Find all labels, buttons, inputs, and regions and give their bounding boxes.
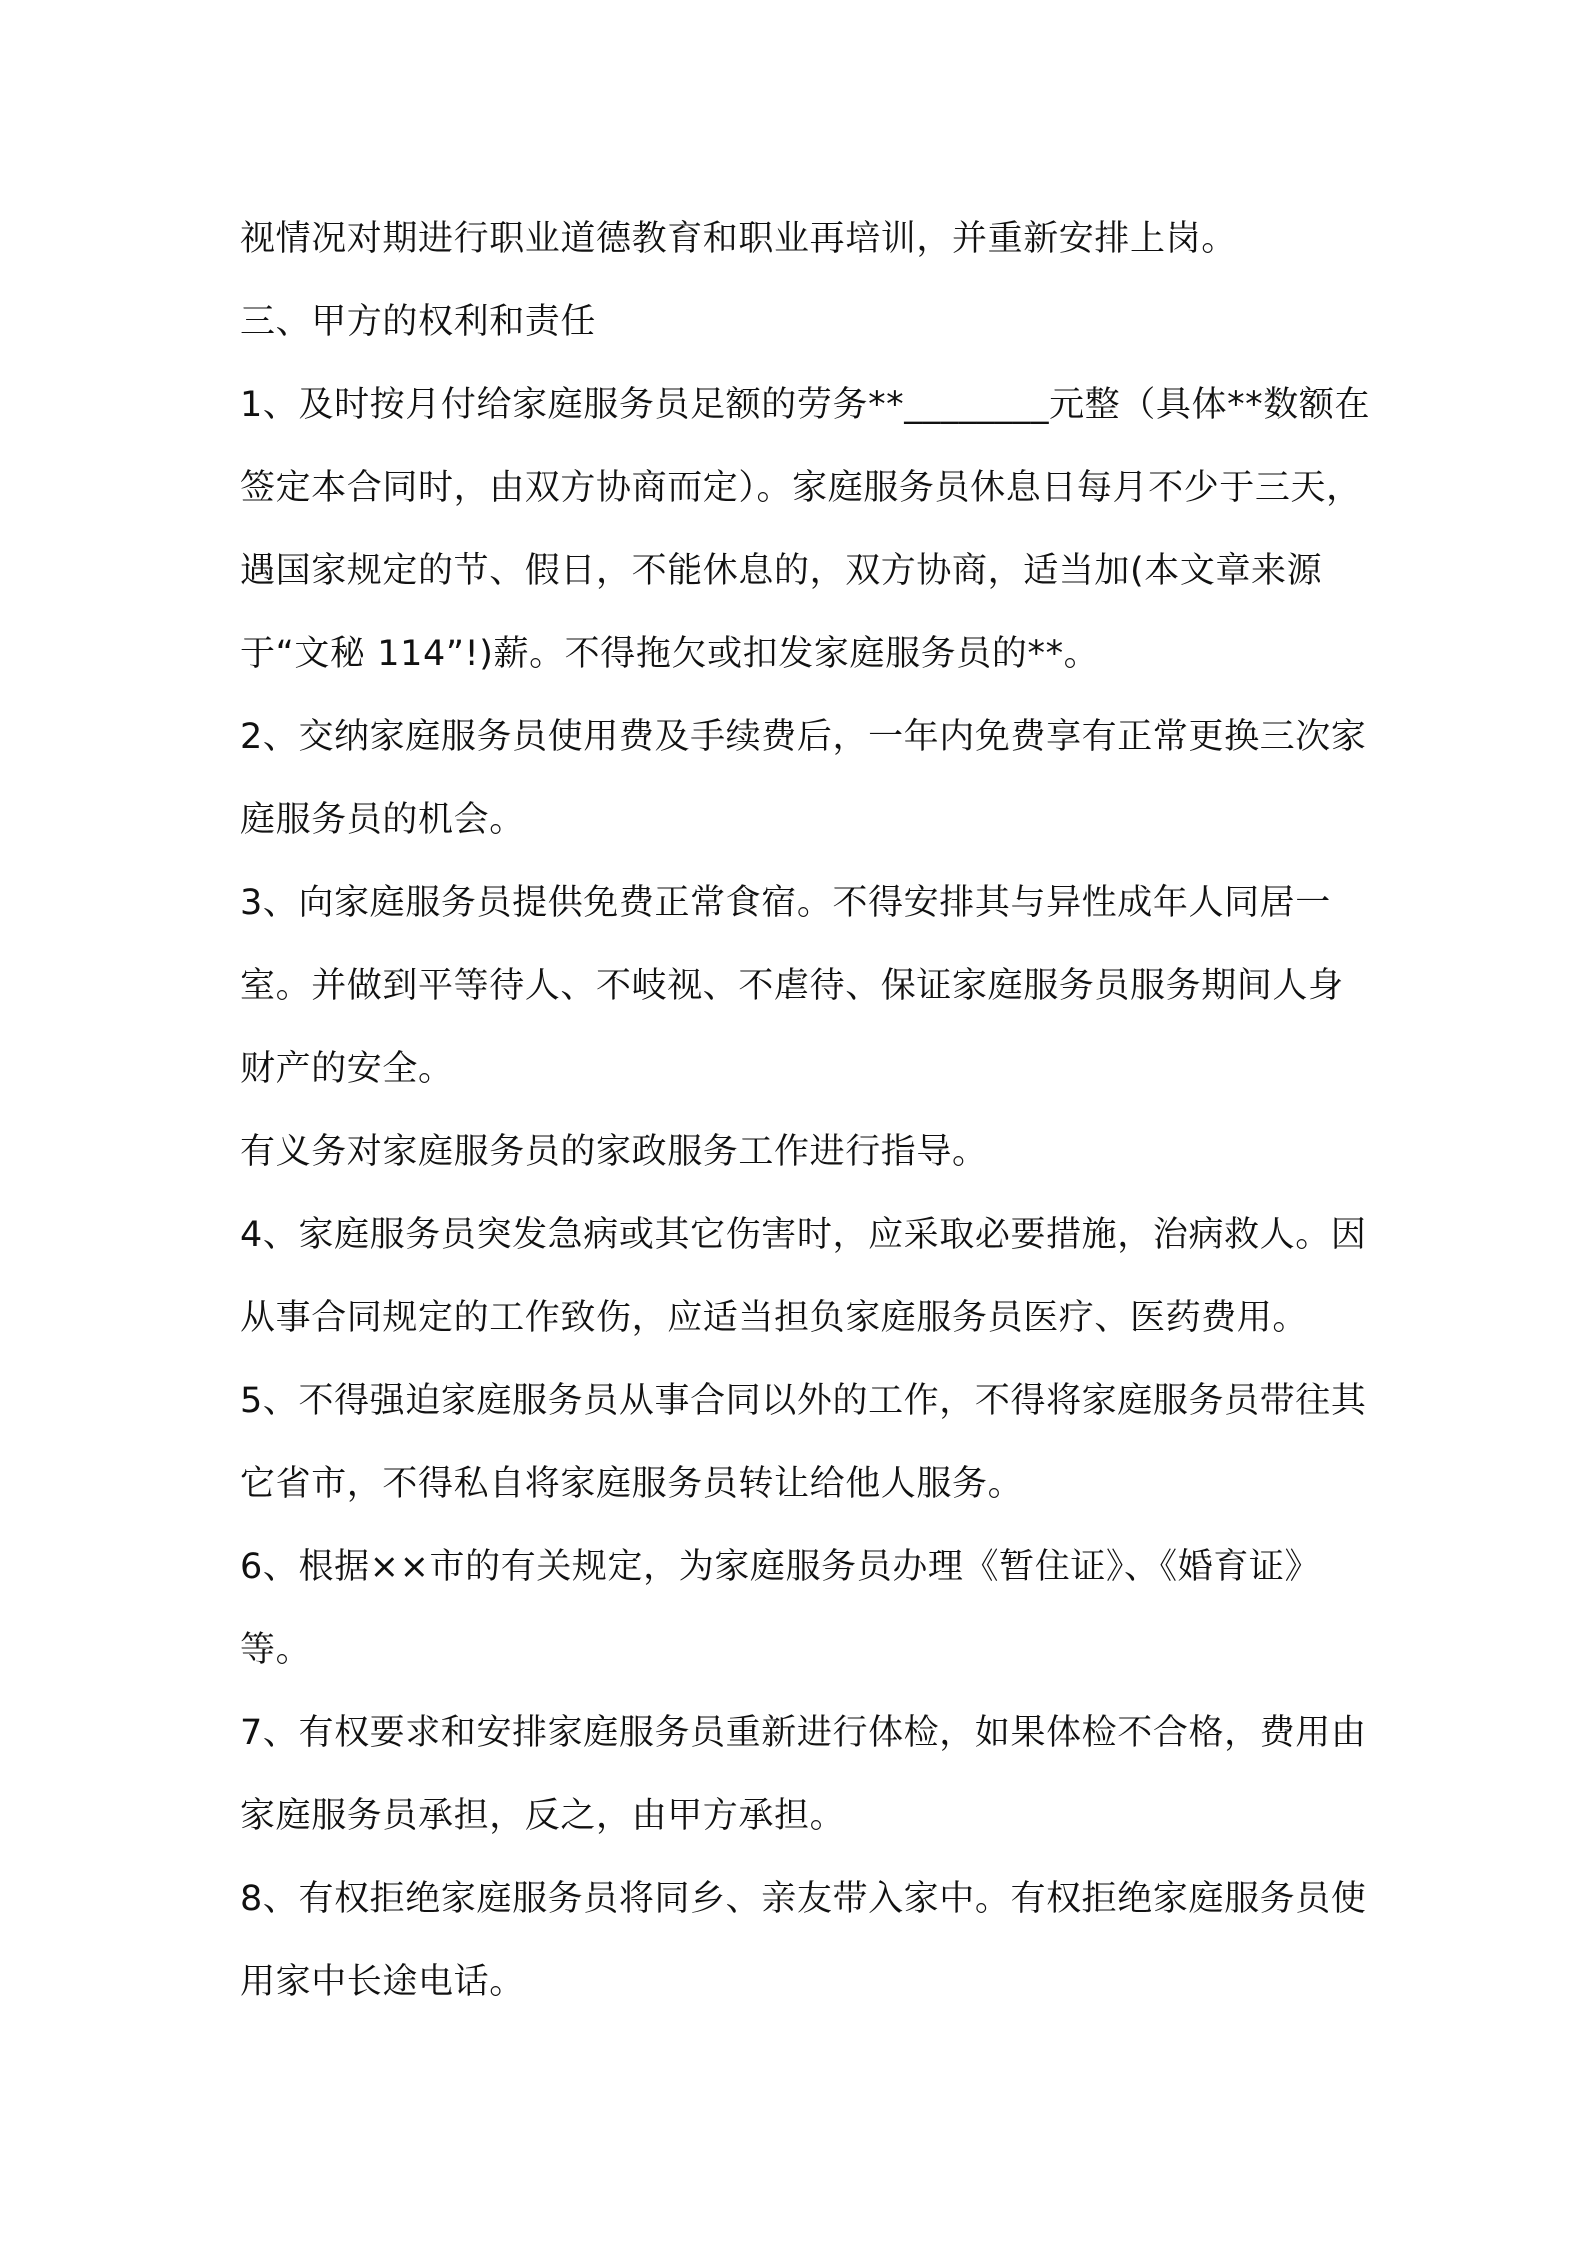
clause-7: 7、有权要求和安排家庭服务员重新进行体检，如果体检不合格，费用由家庭服务员承担，反之，由甲方承担。	[240, 1713, 1367, 1836]
clause-3-note: 有义务对家庭服务员的家政服务工作进行指导。	[240, 1132, 988, 1172]
clause-1: 1、及时按月付给家庭服务员足额的劳务**________元整（具体**数额在签定本合同时，由双方协商而定）。家庭服务员休息日每月不少于三天，遇国家规定的节、假日，不能休息的，双方协商，适当加(本文章来源于“文秘 114”!)薪。不得拖欠或扣发家庭服务员的**。	[240, 385, 1371, 674]
document-body	[240, 198, 1375, 2024]
clause-2: 2、交纳家庭服务员使用费及手续费后，一年内免费享有正常更换三次家庭服务员的机会。	[240, 717, 1367, 840]
clause-3: 3、向家庭服务员提供免费正常食宿。不得安排其与异性成年人同居一室。并做到平等待人、不岐视、不虐待、保证家庭服务员服务期间人身财产的安全。	[240, 883, 1344, 1089]
clause-6: 6、根据××市的有关规定，为家庭服务员办理《暂住证》、《婚育证》等。	[240, 1547, 1321, 1670]
section-heading: 三、甲方的权利和责任	[240, 302, 597, 342]
clause-8: 8、有权拒绝家庭服务员将同乡、亲友带入家中。有权拒绝家庭服务员使用家中长途电话。	[240, 1879, 1367, 2002]
paragraph-continuation: 视情况对期进行职业道德教育和职业再培训，并重新安排上岗。	[240, 219, 1237, 259]
clause-5: 5、不得强迫家庭服务员从事合同以外的工作，不得将家庭服务员带往其它省市，不得私自将家庭服务员转让给他人服务。	[240, 1381, 1367, 1504]
clause-4: 4、家庭服务员突发急病或其它伤害时，应采取必要措施，治病救人。因从事合同规定的工作致伤，应适当担负家庭服务员医疗、医药费用。	[240, 1215, 1367, 1338]
